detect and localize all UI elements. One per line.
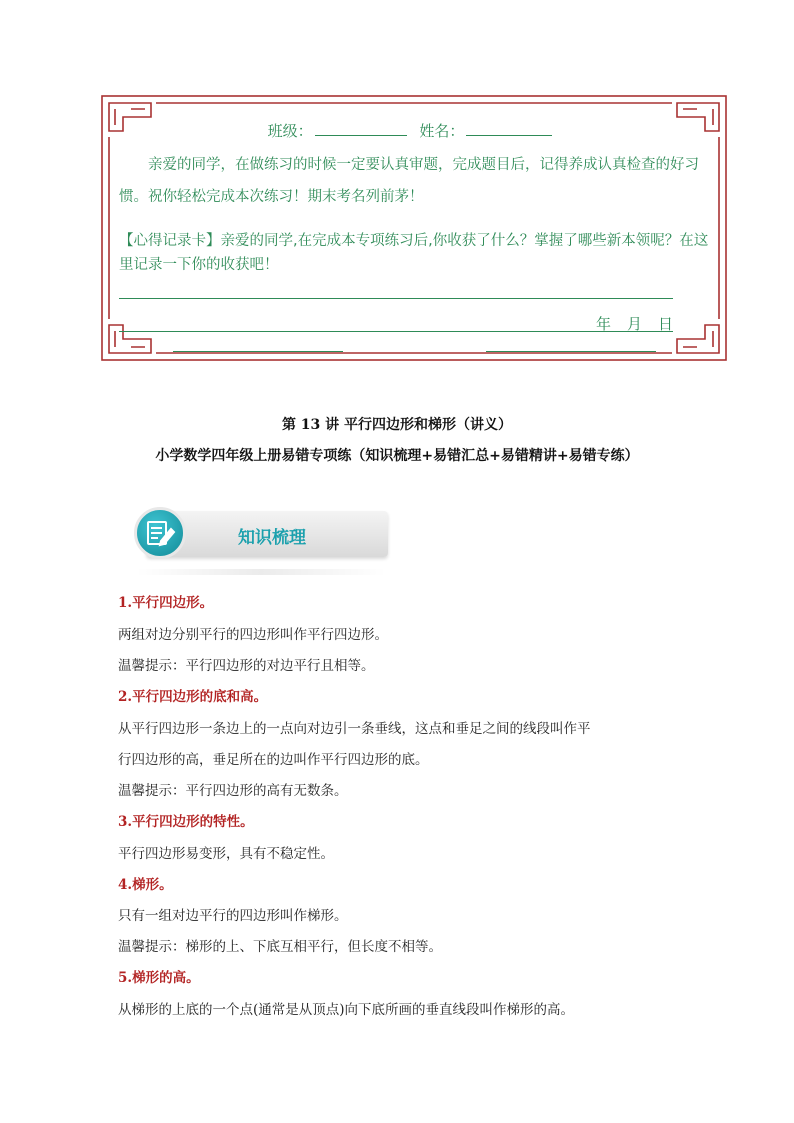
record-line[interactable] <box>119 298 673 299</box>
record-note: 【心得记录卡】亲爱的同学,在完成本专项练习后,你收获了什么？掌握了哪些新本领呢？在这里记录一下你的收获吧！ <box>119 233 709 273</box>
section-heading: 4.梯形。 <box>118 877 173 893</box>
name-label: 姓名： <box>419 122 465 140</box>
section-heading: 5.梯形的高。 <box>118 970 200 986</box>
section-text: 行四边形的高，垂足所在的边叫作平行四边形的底。 <box>118 752 429 768</box>
section-banner <box>126 505 388 561</box>
intro-text: 亲爱的同学，在做练习的时候一定要认真审题，完成题目后，记得养成认真检查的好习惯。祝你轻松完成本次练习！期末考名列前茅！ <box>119 157 699 205</box>
name-blank[interactable] <box>466 121 552 136</box>
class-label: 班级： <box>267 122 313 140</box>
banner-badge <box>134 507 186 559</box>
lesson-title: 第 13 讲 平行四边形和梯形（讲义） <box>281 417 513 433</box>
lesson-subtitle: 小学数学四年级上册易错专项练（知识梳理+易错汇总+易错精讲+易错专练） <box>155 448 639 464</box>
date-year: 年 <box>595 315 611 333</box>
section-text: 从平行四边形一条边上的一点向对边引一条垂线，这点和垂足之间的线段叫作平 <box>118 721 591 737</box>
section-text: 两组对边分别平行的四边形叫作平行四边形。 <box>118 627 388 643</box>
record-line[interactable] <box>119 331 673 332</box>
section-text: 只有一组对边平行的四边形叫作梯形。 <box>118 908 348 924</box>
class-blank[interactable] <box>315 121 407 136</box>
divider <box>486 351 656 352</box>
section-text: 温馨提示：平行四边形的高有无数条。 <box>118 783 348 799</box>
divider <box>173 351 343 352</box>
date-day: 日 <box>657 315 673 333</box>
record-card <box>101 95 727 361</box>
section-heading: 3.平行四边形的特性。 <box>118 814 254 830</box>
section-heading: 1.平行四边形。 <box>118 595 214 611</box>
section-text: 平行四边形易变形，具有不稳定性。 <box>118 846 334 862</box>
class-name-row <box>101 120 727 141</box>
section-text: 温馨提示：梯形的上、下底互相平行，但长度不相等。 <box>118 939 442 955</box>
banner-label: 知识梳理 <box>238 528 306 548</box>
edit-note-icon <box>137 510 183 556</box>
section-text: 从梯形的上底的一个点(通常是从顶点)向下底所画的垂直线段叫作梯形的高。 <box>118 1002 575 1018</box>
banner-shadow <box>136 569 386 575</box>
section-text: 温馨提示：平行四边形的对边平行且相等。 <box>118 658 375 674</box>
date-month: 月 <box>626 315 642 333</box>
section-heading: 2.平行四边形的底和高。 <box>118 689 268 705</box>
